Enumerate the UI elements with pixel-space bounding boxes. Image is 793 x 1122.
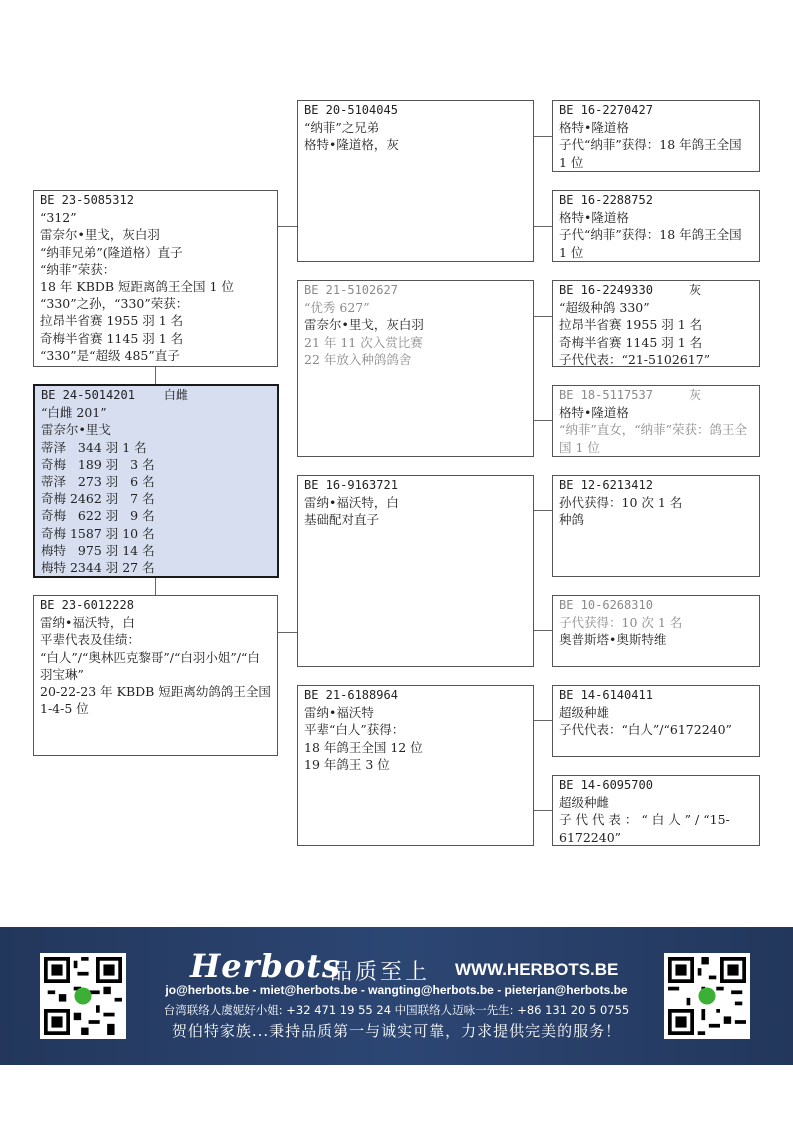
ring-number: BE 23-5085312 <box>40 193 134 207</box>
pedigree-text-line: 奇梅 189 羽 3 名 <box>41 456 155 472</box>
ring-number: BE 14-6140411 <box>559 688 653 702</box>
pedigree-text-line: 子代代表：“21-5102617” <box>559 351 711 367</box>
pedigree-text-line: 格特•隆道格 <box>559 210 629 226</box>
great-grandparent-card <box>552 775 760 846</box>
ring-number: BE 21-6188964 <box>304 688 398 702</box>
pedigree-text-line: “纳菲兄弟”(隆道格）直子 <box>40 244 183 260</box>
subject-pigeon-card <box>33 384 279 578</box>
pedigree-text-line: 子代获得：10 次 1 名 <box>559 615 683 631</box>
sire-card <box>33 190 278 367</box>
pedigree-text-line: 种鸽 <box>559 512 585 528</box>
contact-phones: 台湾联络人虞妮好小姐: +32 471 19 55 24 中国联络人迈咏一先生: +86 131 20 5 0755 <box>163 1003 630 1017</box>
connector <box>534 810 552 811</box>
pedigree-text-line: 蒂泽 344 羽 1 名 <box>41 439 147 455</box>
pedigree-text-line: “纳菲”之兄弟 <box>304 120 380 136</box>
grandparent-card <box>297 100 534 262</box>
pedigree-text-line: 奇梅半省赛 1145 羽 1 名 <box>559 334 703 350</box>
pedigree-text-line: 格特•隆道格 <box>559 405 629 421</box>
website-link[interactable]: WWW.HERBOTS.BE <box>455 960 619 979</box>
connector <box>534 510 552 511</box>
pedigree-text-line: 平辈“白人”获得： <box>304 722 405 738</box>
pedigree-text-line: “330”之孙，“330”荣获： <box>40 296 189 312</box>
pedigree-text-line: 18 年 KBDB 短距离鸽王全国 1 位 <box>40 279 234 295</box>
ring-number: BE 20-5104045 <box>304 103 398 117</box>
pedigree-text-line: 奇梅 1587 羽 10 名 <box>41 525 155 541</box>
pedigree-text-line: 雷奈尔•里戈，灰白羽 <box>304 317 424 333</box>
connector <box>155 578 156 595</box>
ring-number: BE 16-9163721 <box>304 478 398 492</box>
great-grandparent-card <box>552 685 760 757</box>
company-motto: 贺伯特家族...秉持品质第一与诚实可靠，力求提供完美的服务！ <box>171 1022 622 1040</box>
pedigree-text-line: “优秀 627” <box>304 300 370 316</box>
pedigree-text-line: 雷奈尔•里戈，灰白羽 <box>40 227 160 243</box>
connector <box>534 136 552 137</box>
pedigree-text-line: 雷纳•福沃特 <box>304 705 374 721</box>
ring-number: BE 16-2249330 灰 <box>559 283 702 297</box>
pedigree-text-line: 拉昂半省赛 1955 羽 1 名 <box>559 317 703 333</box>
ring-number: BE 14-6095700 <box>559 778 653 792</box>
great-grandparent-card <box>552 100 760 172</box>
ring-number: BE 24-5014201 白雌 <box>41 388 188 402</box>
connector <box>155 367 156 384</box>
connector <box>278 226 298 227</box>
great-grandparent-card <box>552 385 760 457</box>
pedigree-text-line: 子代“纳菲”获得：18 年鸽王全国 1 位 <box>559 227 742 260</box>
ring-number: BE 18-5117537 灰 <box>559 388 702 402</box>
pedigree-text-line: “超级种鸽 330” <box>559 300 650 316</box>
ring-number: BE 16-2288752 <box>559 193 653 207</box>
footer-banner <box>0 927 793 1065</box>
pedigree-text-line: 22 年放入种鸽鸽舍 <box>304 351 412 367</box>
grandparent-card <box>297 280 534 457</box>
pedigree-text-line: 雷奈尔•里戈 <box>41 422 111 438</box>
pedigree-text-line: 梅特 2344 羽 27 名 <box>41 560 155 576</box>
pedigree-text-line: 梅特 975 羽 14 名 <box>41 542 155 558</box>
pedigree-text-line: 基础配对直子 <box>304 512 380 528</box>
connector <box>534 630 552 631</box>
pedigree-text-line: 格特•隆道格 <box>559 120 629 136</box>
brand-tagline: 品质至上 <box>330 960 431 985</box>
pedigree-text-line: 子 代 代 表 ： “ 白 人 ” / “15-6172240” <box>559 812 730 845</box>
great-grandparent-card <box>552 190 760 262</box>
pedigree-text-line: 格特•隆道格，灰 <box>304 137 399 153</box>
great-grandparent-card <box>552 475 760 577</box>
ring-number: BE 12-6213412 <box>559 478 653 492</box>
ring-number: BE 16-2270427 <box>559 103 653 117</box>
pedigree-text-line: “330”是“超级 485”直子 <box>40 347 180 363</box>
dam-card <box>33 595 278 756</box>
pedigree-text-line: “312” <box>40 210 77 226</box>
pedigree-text-line: 20-22-23 年 KBDB 短距离幼鸽鸽王全国 1-4-5 位 <box>40 684 271 717</box>
connector <box>534 226 552 227</box>
great-grandparent-card <box>552 595 760 667</box>
grandparent-card <box>297 685 534 846</box>
pedigree-text-line: 蒂泽 273 羽 6 名 <box>41 474 155 490</box>
pedigree-text-line: 平辈代表及佳绩： <box>40 632 141 648</box>
ring-number: BE 10-6268310 <box>559 598 653 612</box>
great-grandparent-card <box>552 280 760 367</box>
pedigree-text-line: 21 年 11 次入赏比赛 <box>304 334 423 350</box>
grandparent-card <box>297 475 534 667</box>
pedigree-text-line: “纳菲”直女，“纳菲”荣获：鸽王全国 1 位 <box>559 422 748 455</box>
ring-number: BE 21-5102627 <box>304 283 398 297</box>
pedigree-text-line: 拉昂半省赛 1955 羽 1 名 <box>40 313 184 329</box>
pedigree-text-line: 子代代表：“白人”/“6172240” <box>559 722 732 738</box>
pedigree-text-line: 奇梅 622 羽 9 名 <box>41 508 155 524</box>
connector <box>278 632 298 633</box>
ring-number: BE 23-6012228 <box>40 598 134 612</box>
pedigree-text-line: “白雌 201” <box>41 405 107 421</box>
pedigree-text-line: 超级种雌 <box>559 795 610 811</box>
pedigree-text-line: 奥普斯塔•奥斯特维 <box>559 632 667 648</box>
connector <box>534 316 552 317</box>
pedigree-text-line: 奇梅半省赛 1145 羽 1 名 <box>40 330 184 346</box>
pedigree-text-line: 奇梅 2462 羽 7 名 <box>41 491 155 507</box>
pedigree-text-line: 雷纳•福沃特，白 <box>40 615 135 631</box>
connector <box>534 720 552 721</box>
pedigree-text-line: 18 年鸽王全国 12 位 <box>304 739 423 755</box>
pedigree-text-line: “纳菲”荣获： <box>40 261 116 277</box>
pedigree-text-line: 孙代获得：10 次 1 名 <box>559 495 683 511</box>
pedigree-text-line: 子代“纳菲”获得：18 年鸽王全国 1 位 <box>559 137 742 170</box>
pedigree-text-line: 19 年鸽王 3 位 <box>304 756 390 772</box>
pedigree-text-line: 雷纳•福沃特，白 <box>304 495 399 511</box>
connector <box>534 420 552 421</box>
pedigree-text-line: “白人”/“奥林匹克黎哥”/“白羽小姐”/“白羽宝琳” <box>40 649 260 682</box>
brand-logo: Herbots <box>190 947 341 985</box>
pedigree-text-line: 超级种雄 <box>559 705 610 721</box>
contact-emails[interactable]: jo@herbots.be - miet@herbots.be - wangting@herbots.be - pieterjan@herbots.be <box>165 983 628 997</box>
